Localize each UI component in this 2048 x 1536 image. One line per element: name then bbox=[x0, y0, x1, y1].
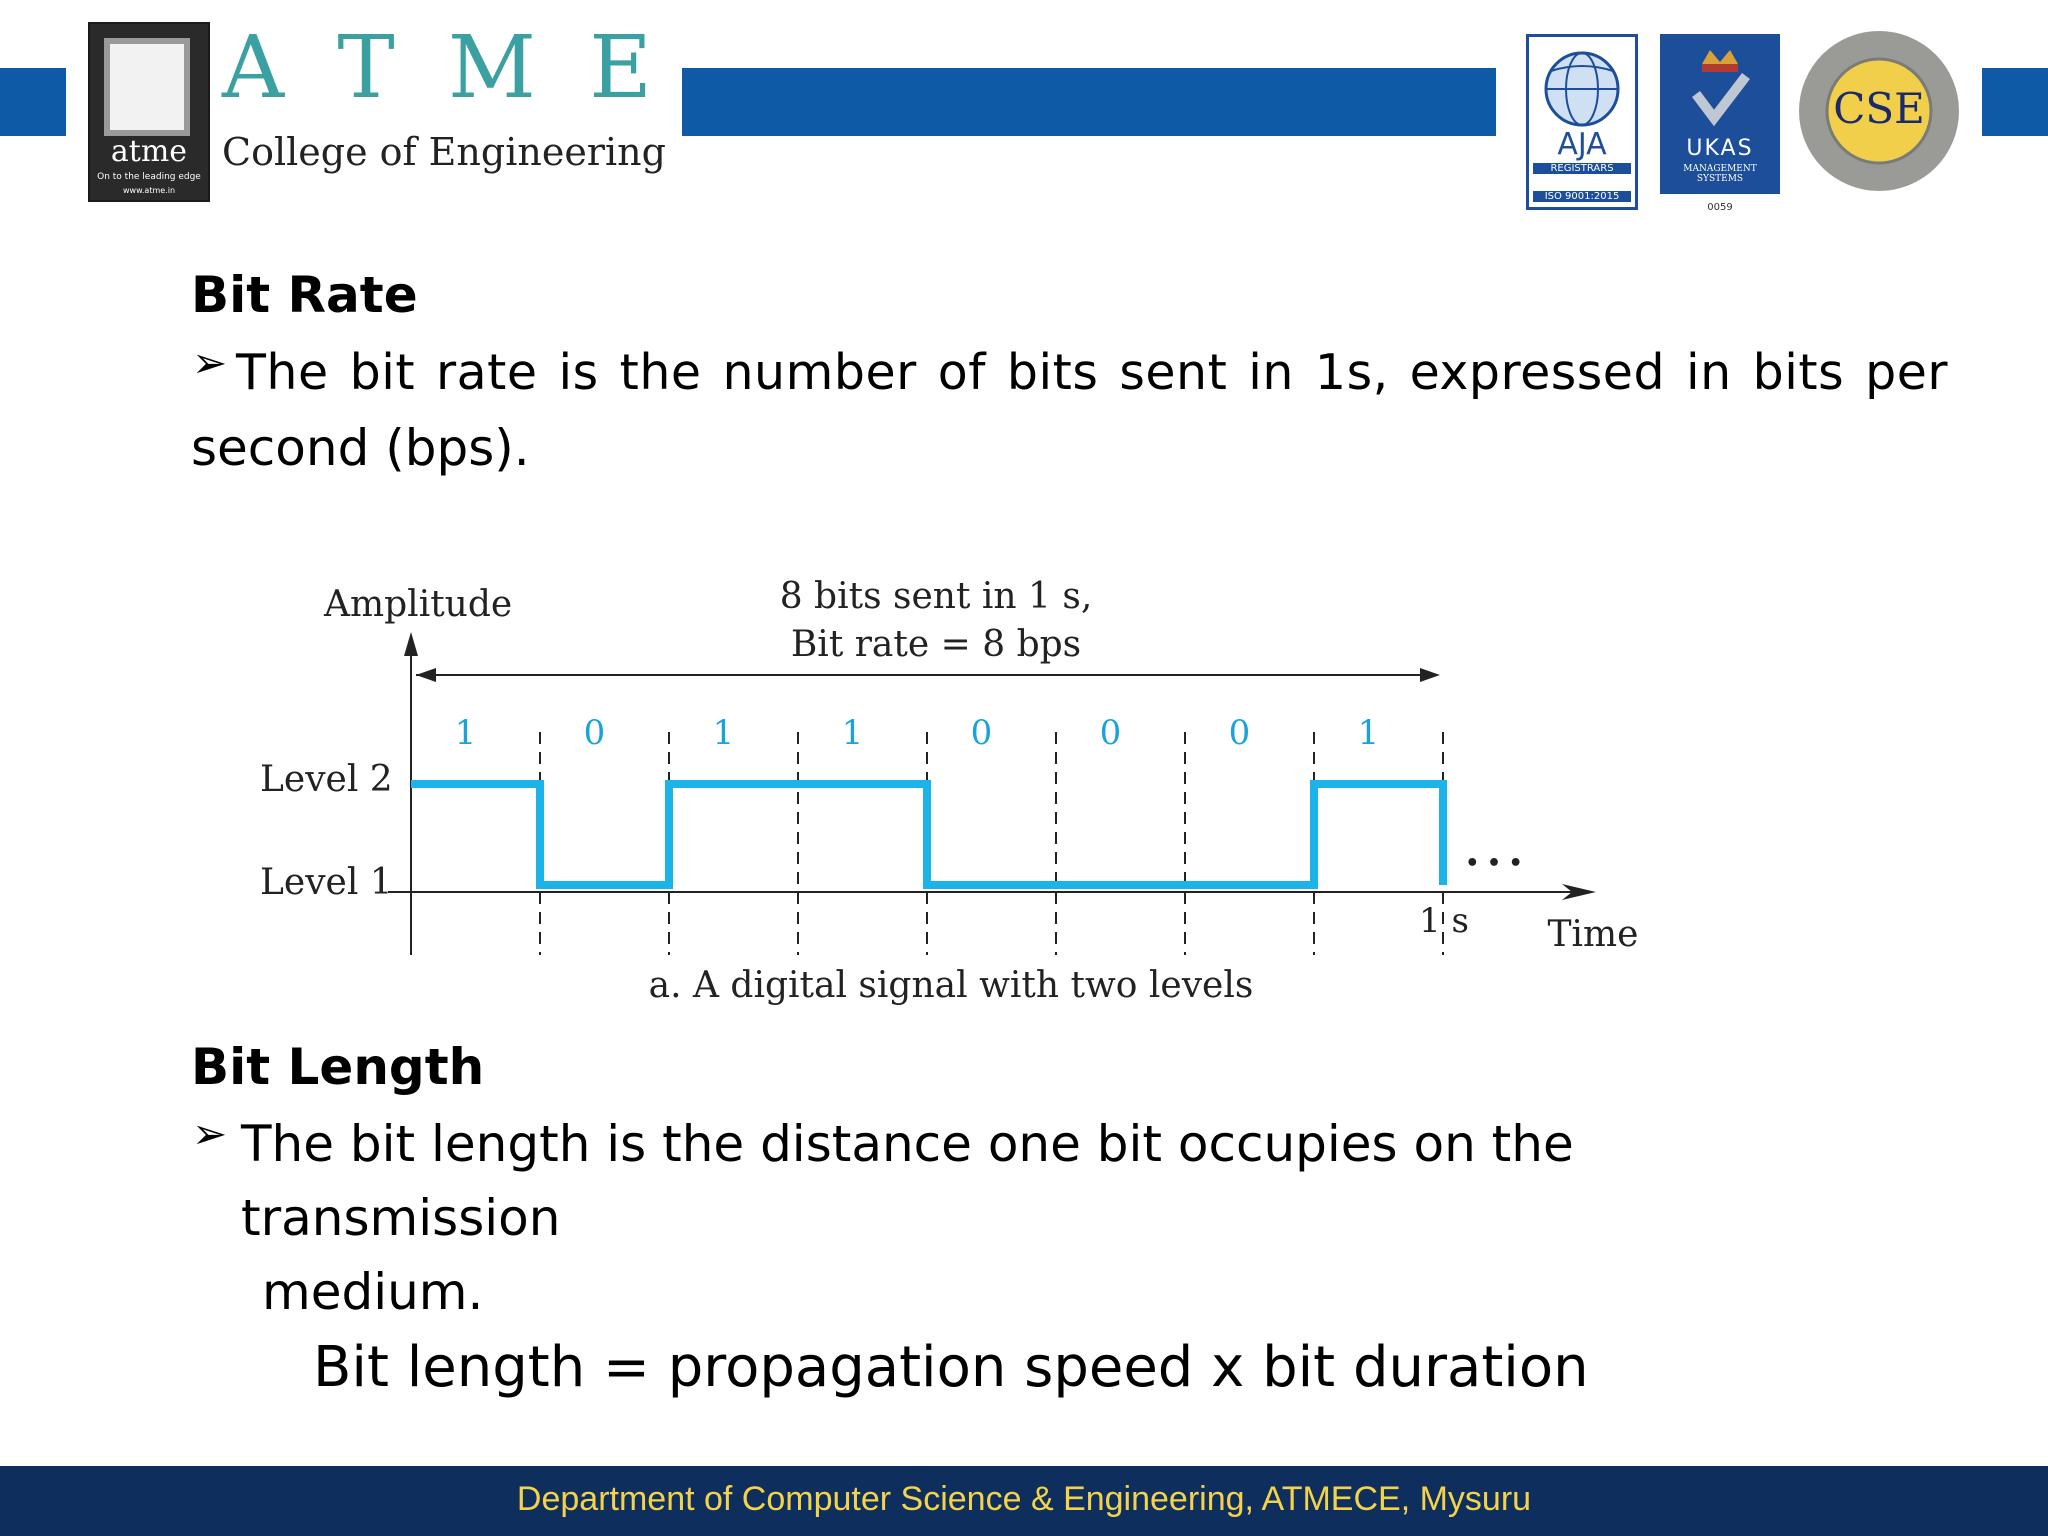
level2-label: Level 2 bbox=[260, 759, 393, 800]
brand-letter: A bbox=[222, 18, 285, 118]
bit-length-text-line3: medium. bbox=[262, 1263, 484, 1321]
ukas-code: 0059 bbox=[1707, 202, 1733, 213]
bit-labels bbox=[455, 713, 1380, 753]
end-time-label: 1 s bbox=[1419, 901, 1469, 941]
figure-caption: a. A digital signal with two levels bbox=[648, 965, 1254, 1006]
ukas-badge bbox=[1660, 34, 1780, 194]
signal-waveform bbox=[411, 784, 1443, 885]
header-band-left bbox=[0, 68, 66, 136]
bit-value-label: 1 bbox=[1357, 713, 1380, 753]
bit-dividers bbox=[540, 732, 1443, 955]
time-label: Time bbox=[1547, 914, 1639, 955]
brand-letter: T bbox=[337, 18, 395, 118]
college-name: College of Engineering bbox=[222, 130, 666, 174]
cse-title: CSE bbox=[1833, 84, 1925, 133]
footer-bar bbox=[0, 1466, 2048, 1536]
logo-tagline: On to the leading edge bbox=[97, 172, 201, 182]
logo-frame-icon bbox=[104, 38, 190, 136]
bit-value-label: 1 bbox=[454, 713, 477, 753]
crown-check-icon bbox=[1660, 38, 1780, 138]
bit-value-label: 1 bbox=[841, 713, 864, 753]
top-label-line1: 8 bits sent in 1 s, bbox=[779, 576, 1093, 617]
ukas-title: UKAS bbox=[1686, 136, 1754, 161]
span-arrow-right-icon bbox=[1420, 668, 1440, 682]
bit-length-heading: Bit Length bbox=[191, 1038, 485, 1096]
ukas-subtitle: MANAGEMENT SYSTEMS bbox=[1683, 164, 1757, 184]
bit-value-label: 0 bbox=[583, 713, 606, 753]
header-band-right bbox=[1982, 68, 2048, 136]
aja-iso: ISO 9001:2015 bbox=[1533, 191, 1631, 202]
bit-length-formula: Bit length = propagation speed x bit duration bbox=[313, 1335, 1589, 1400]
top-label-line2: Bit rate = 8 bps bbox=[790, 624, 1082, 665]
bit-length-text-line2: transmission bbox=[241, 1189, 561, 1247]
footer-text: Department of Computer Science & Engineering, ATMECE, Mysuru bbox=[516, 1480, 1532, 1518]
brand-letter: M bbox=[447, 18, 536, 118]
bit-value-label: 0 bbox=[1099, 713, 1122, 753]
globe-icon bbox=[1529, 41, 1635, 131]
logo-url: www.atme.in bbox=[122, 186, 176, 195]
bit-rate-heading: Bit Rate bbox=[191, 266, 418, 324]
amplitude-label: Amplitude bbox=[324, 584, 513, 625]
bit-length-text-line1: The bit length is the distance one bit occupies on the bbox=[241, 1115, 1574, 1173]
level1-label: Level 1 bbox=[260, 862, 393, 903]
arrow-bullet-icon: ➢ bbox=[192, 1109, 228, 1158]
digital-signal-figure bbox=[240, 540, 1680, 1030]
logo-small-text: atme bbox=[110, 134, 188, 169]
bit-rate-text-line2: second (bps). bbox=[191, 419, 530, 477]
bit-value-label: 0 bbox=[970, 713, 993, 753]
brand-letter: E bbox=[589, 18, 652, 118]
aja-subtitle: REGISTRARS bbox=[1533, 163, 1631, 174]
ellipsis-label: • • • bbox=[1465, 851, 1523, 876]
y-axis-arrow-icon bbox=[404, 632, 418, 656]
bit-rate-text-line1: The bit rate is the number of bits sent in 1s, expressed in bits per bbox=[236, 344, 1948, 401]
aja-badge bbox=[1526, 34, 1638, 210]
span-arrow-left-icon bbox=[416, 668, 436, 682]
cse-badge bbox=[1796, 28, 1962, 194]
aja-title: AJA bbox=[1557, 127, 1607, 162]
brand-letters bbox=[222, 18, 652, 118]
header-band-center bbox=[682, 68, 1496, 136]
atme-logo bbox=[88, 22, 210, 202]
bit-value-label: 1 bbox=[712, 713, 735, 753]
bit-value-label: 0 bbox=[1228, 713, 1251, 753]
arrow-bullet-icon: ➢ bbox=[192, 338, 228, 387]
